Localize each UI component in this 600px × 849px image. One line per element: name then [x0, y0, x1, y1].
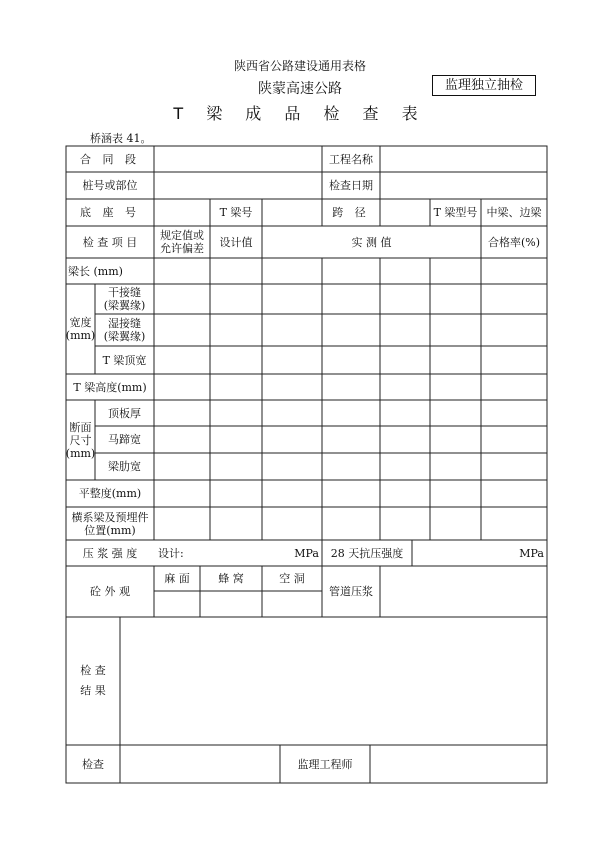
strength-28day-label: 28 天抗压强度	[330, 546, 404, 560]
duct-grout-label: 管道压浆	[329, 585, 373, 598]
project-name-title: 陕蒙高速公路	[258, 81, 342, 97]
appearance-label: 砼 外 观	[90, 585, 130, 598]
pile-label: 桩号或部位	[82, 179, 138, 192]
row-embedded	[66, 507, 154, 540]
contract-label: 合 同 段	[80, 152, 140, 166]
supervisor-signature-label: 监理工程师	[297, 757, 353, 771]
grout-unit-2: MPa	[519, 546, 544, 560]
wet-joint-line1: 湿接缝	[108, 317, 141, 330]
grout-strength-label: 压 浆 强 度	[82, 546, 138, 560]
wet-joint-line2: (梁翼缘)	[103, 330, 146, 343]
form-number: 桥涵表 41。	[90, 132, 152, 145]
row-section-group	[66, 400, 95, 480]
row-flatness: 平整度(mm)	[78, 487, 142, 500]
section-line1: 断面	[69, 420, 92, 434]
page-title: T 梁 成 品 检 查 表	[173, 104, 427, 123]
check-signature-label: 检查	[82, 757, 104, 771]
width-group-line1: 宽度	[69, 316, 92, 329]
row-width-group	[66, 284, 95, 374]
void-label: 空 洞	[279, 572, 305, 585]
project-name-label: 工程名称	[329, 152, 373, 166]
result-label	[66, 617, 120, 745]
t-beam-type-value: 中梁、边梁	[486, 206, 542, 219]
independent-check-stamp: 监理独立抽检	[432, 75, 536, 96]
section-line2: 尺寸	[69, 433, 92, 447]
design-header: 设计值	[219, 235, 253, 249]
embedded-line1: 横系梁及预埋件	[71, 510, 149, 524]
result-label-line2: 结 果	[80, 684, 106, 697]
spec-header-line2: 允许偏差	[160, 242, 204, 255]
row-dry-joint	[95, 284, 154, 314]
row-heel-width: 马蹄宽	[108, 433, 141, 446]
dry-joint-line2: (梁翼缘)	[103, 299, 146, 312]
embedded-line2: 位置(mm)	[84, 523, 136, 537]
spec-header-line1: 规定值或	[160, 229, 204, 242]
row-top-plate: 顶板厚	[108, 406, 141, 420]
dry-joint-line1: 干接缝	[108, 286, 141, 299]
measured-header: 实 测 值	[351, 235, 392, 249]
row-rib-width: 梁肋宽	[108, 460, 141, 473]
base-no-label: 底 座 号	[80, 206, 140, 219]
span-label: 跨 径	[332, 206, 370, 219]
grout-design-label: 设计:	[158, 546, 184, 560]
form-series-title: 陕西省公路建设通用表格	[233, 59, 366, 73]
width-group-line2: (mm)	[65, 329, 96, 342]
honeycomb-label: 蜂 窝	[218, 572, 244, 585]
t-beam-no-label: T 梁号	[219, 206, 253, 219]
row-wet-joint	[95, 314, 154, 346]
grout-unit-1: MPa	[294, 546, 319, 560]
pass-rate-header: 合格率(%)	[487, 235, 541, 249]
result-label-line1: 检 查	[80, 664, 106, 677]
check-date-label: 检查日期	[329, 179, 373, 192]
t-beam-type-label: T 梁型号	[433, 206, 478, 219]
section-line3: (mm)	[65, 446, 96, 460]
row-length: 梁长 (mm)	[68, 264, 123, 278]
item-header: 检 查 项 目	[82, 235, 138, 249]
spec-header	[154, 226, 210, 258]
row-top-width: T 梁顶宽	[102, 353, 147, 367]
surface-label: 麻 面	[164, 572, 190, 585]
row-height: T 梁高度(mm)	[73, 380, 147, 394]
